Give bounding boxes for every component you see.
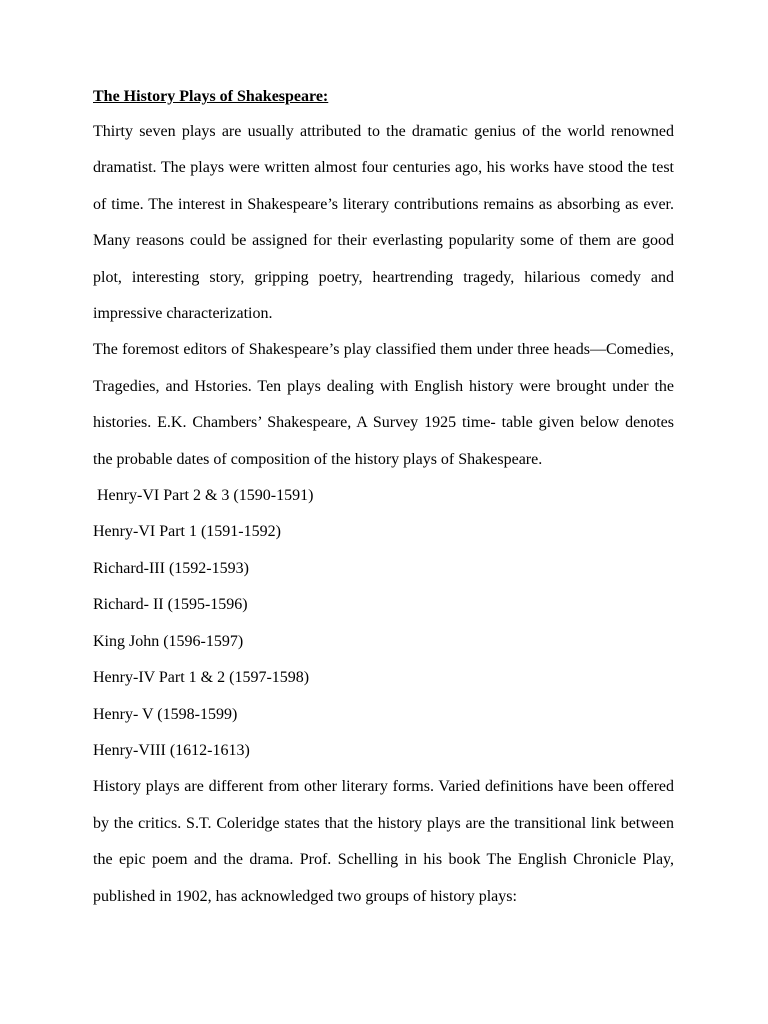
document-title: The History Plays of Shakespeare:: [93, 88, 329, 105]
list-item: Henry-VI Part 1 (1591-1592): [93, 523, 281, 541]
paragraph-classification: The foremost editors of Shakespeare’s play classified them under three heads—Comedies, Tragedies, and Hstories. Ten plays dealing with English history were brought under the histories. E.K. Chambers’ Shakespeare, A Survey 1925 time- table given below denotes the probable dates of composition of the history plays of Shakespeare.: [93, 341, 674, 468]
list-item: Richard-III (1592-1593): [93, 559, 249, 577]
document-body: [93, 86, 674, 915]
list-item: Henry-VI Part 2 & 3 (1590-1591): [93, 487, 314, 505]
list-item: Henry- V (1598-1599): [93, 705, 238, 723]
paragraph-intro: Thirty seven plays are usually attributed to the dramatic genius of the world renowned dramatist. The plays were written almost four centuries ago, his works have stood the test of time. The interest in Shakespeare’s literary contributions remains as absorbing as ever. Many reasons could be assigned for their everlasting popularity some of them are good plot, interesting story, gripping poetry, heartrending tragedy, hilarious comedy and impressive characterization.: [93, 123, 674, 323]
paragraph-definitions: History plays are different from other literary forms. Varied definitions have been offered by the critics. S.T. Coleridge states that the history plays are the transitional link between the epic poem and the drama. Prof. Schelling in his book The English Chronicle Play, published in 1902, has acknowledged two groups of history plays:: [93, 778, 674, 905]
list-item: Richard- II (1595-1596): [93, 596, 248, 614]
list-item: King John (1596-1597): [93, 632, 244, 650]
list-item: Henry-IV Part 1 & 2 (1597-1598): [93, 669, 310, 687]
history-plays-list: [93, 478, 674, 769]
list-item: Henry-VIII (1612-1613): [93, 741, 250, 759]
